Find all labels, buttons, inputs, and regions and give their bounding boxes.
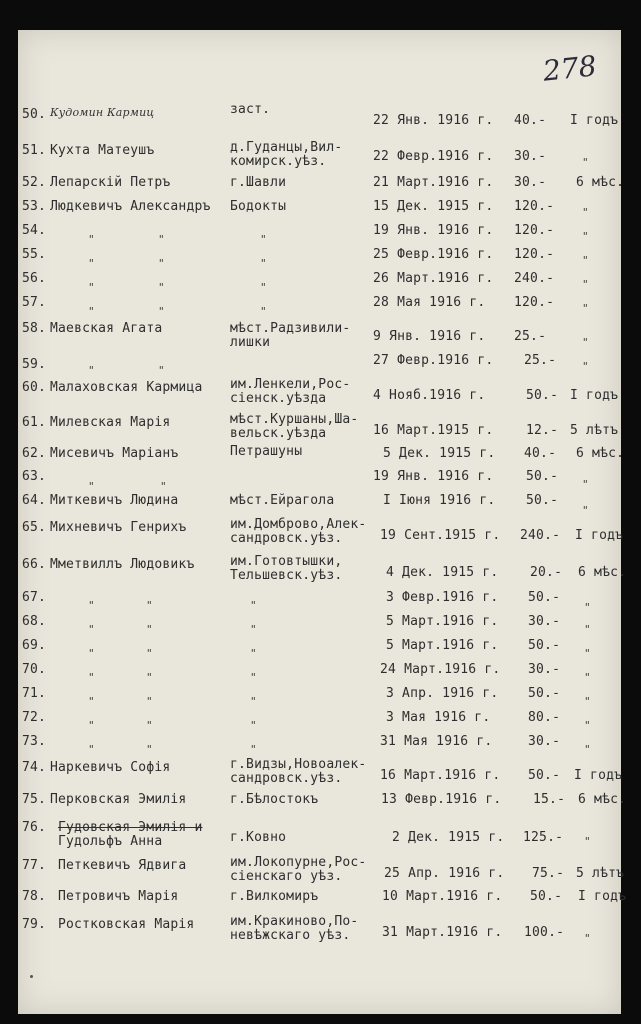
ditto-mark: " (260, 281, 267, 294)
row-number: 78. (22, 889, 47, 904)
row-amount: 30.- (528, 614, 561, 629)
row-amount: 100.- (524, 925, 565, 940)
ditto-mark: " (582, 478, 589, 491)
ditto-mark: " (88, 233, 95, 246)
row-amount: 50.- (528, 768, 561, 783)
row-name: Мметвиллъ Людовикъ (50, 557, 195, 572)
ditto-mark: " (146, 719, 153, 732)
row-number: 73. (22, 734, 47, 749)
ditto-mark: " (88, 647, 95, 660)
ditto-mark: " (584, 932, 591, 945)
ditto-mark: " (88, 281, 95, 294)
row-place-line2: сіенскаго уѣз. (230, 869, 343, 884)
ditto-mark: " (158, 364, 165, 377)
ditto-mark: " (160, 480, 167, 493)
row-number: 75. (22, 792, 47, 807)
row-number: 79. (22, 917, 47, 932)
ditto-mark: " (250, 719, 257, 732)
row-amount: 240.- (520, 528, 561, 543)
row-date: 31 Март.1916 г. (382, 925, 503, 940)
row-amount: 30.- (528, 734, 561, 749)
ditto-mark: " (582, 360, 589, 373)
row-place: им.Локопурне,Рос- (230, 855, 367, 870)
row-place: Петрашуны (230, 444, 303, 459)
row-date: 4 Дек. 1915 г. (386, 565, 499, 580)
row-place-line2: сіенск.уѣзда (230, 391, 327, 406)
row-amount: 125.- (523, 830, 564, 845)
row-name: Кухта Матеушъ (50, 143, 155, 158)
row-date: 4 Нояб.1916 г. (373, 388, 486, 403)
row-term: I годъ (575, 528, 624, 543)
ditto-mark: " (88, 743, 95, 756)
row-place: г.Вилкомиръ (230, 889, 319, 904)
row-number: 76. (22, 820, 47, 835)
row-name: Малаховская Кармица (50, 380, 203, 395)
row-place: заст. (230, 102, 271, 117)
row-number: 58. (22, 321, 47, 336)
row-number: 50. (22, 107, 47, 122)
ditto-mark: " (250, 671, 257, 684)
ditto-mark: " (88, 364, 95, 377)
ditto-mark: " (260, 257, 267, 270)
row-amount: 240.- (514, 271, 555, 286)
ditto-mark: " (582, 504, 589, 517)
ditto-mark: " (260, 233, 267, 246)
row-place: мѣст.Куршаны,Ша- (230, 412, 359, 427)
row-number: 77. (22, 858, 47, 873)
ditto-mark: " (146, 623, 153, 636)
row-place: г.Шавли (230, 175, 287, 190)
row-number: 59. (22, 357, 47, 372)
row-amount: 75.- (532, 866, 565, 881)
row-place: г.Видзы,Новоалек- (230, 757, 367, 772)
row-term: I годъ (570, 388, 619, 403)
row-term: 5 лѣтъ (570, 423, 619, 438)
row-number: 53. (22, 199, 47, 214)
row-date: 16 Март.1915 г. (373, 423, 494, 438)
ditto-mark: " (88, 695, 95, 708)
row-number: 69. (22, 638, 47, 653)
row-date: 15 Дек. 1915 г. (373, 199, 494, 214)
row-amount: 50.- (528, 590, 561, 605)
ditto-mark: " (582, 254, 589, 267)
row-amount: 80.- (528, 710, 561, 725)
row-number: 64. (22, 493, 47, 508)
ditto-mark: " (584, 719, 591, 732)
ditto-mark: " (584, 601, 591, 614)
ditto-mark: " (158, 305, 165, 318)
row-date: 5 Март.1916 г. (386, 638, 499, 653)
row-date: 13 Февр.1916 г. (381, 792, 502, 807)
row-date: 3 Апр. 1916 г. (386, 686, 499, 701)
row-date: 3 Мая 1916 г. (386, 710, 491, 725)
ditto-mark: " (260, 305, 267, 318)
row-date: 21 Март.1916 г. (373, 175, 494, 190)
row-amount: 20.- (530, 565, 563, 580)
row-number: 51. (22, 143, 47, 158)
row-amount: 120.- (514, 295, 555, 310)
ditto-mark: " (88, 671, 95, 684)
row-number: 63. (22, 469, 47, 484)
row-amount: 12.- (526, 423, 559, 438)
row-amount: 50.- (528, 638, 561, 653)
row-amount: 50.- (526, 493, 559, 508)
row-place: Бодокты (230, 199, 287, 214)
row-date: 10 Март.1916 г. (382, 889, 503, 904)
row-name: Милевская Марія (50, 415, 171, 430)
row-date: 5 Март.1916 г. (386, 614, 499, 629)
ditto-mark: " (146, 599, 153, 612)
row-number: 56. (22, 271, 47, 286)
row-date: 9 Янв. 1916 г. (373, 329, 486, 344)
row-number: 74. (22, 760, 47, 775)
row-amount: 120.- (514, 199, 555, 214)
row-number: 70. (22, 662, 47, 677)
ditto-mark: " (88, 623, 95, 636)
ditto-mark: " (582, 206, 589, 219)
row-number: 66. (22, 557, 47, 572)
margin-mark (30, 975, 33, 978)
row-name: Маевская Агата (50, 321, 163, 336)
row-place-line2: лишки (230, 335, 271, 350)
ditto-mark: " (250, 647, 257, 660)
ditto-mark: " (158, 257, 165, 270)
row-amount: 40.- (514, 113, 547, 128)
row-name: Петровичъ Марія (58, 889, 179, 904)
row-amount: 50.- (526, 469, 559, 484)
row-number: 71. (22, 686, 47, 701)
row-amount: 25.- (514, 329, 547, 344)
ditto-mark: " (146, 647, 153, 660)
row-place: мѣст.Радзивили- (230, 321, 351, 336)
row-date: 28 Мая 1916 г. (373, 295, 486, 310)
ditto-mark: " (250, 695, 257, 708)
row-term: 6 мѣс. (578, 565, 627, 580)
row-number: 55. (22, 247, 47, 262)
row-date: 26 Март.1916 г. (373, 271, 494, 286)
row-name: Людкевичъ Александръ (50, 199, 211, 214)
ditto-mark: " (88, 257, 95, 270)
row-place-line2: невѣжскаго уѣз. (230, 928, 351, 943)
row-date: 25 Апр. 1916 г. (384, 866, 505, 881)
row-name: Мисевичъ Маріанъ (50, 446, 179, 461)
ditto-mark: " (584, 835, 591, 848)
row-term: 6 мѣс. (576, 446, 625, 461)
ditto-mark: " (88, 719, 95, 732)
row-amount: 120.- (514, 247, 555, 262)
row-amount: 30.- (514, 175, 547, 190)
row-name-line2: Гудольфъ Анна (58, 834, 163, 849)
row-place-line2: комирск.уѣз. (230, 154, 327, 169)
row-name: Лепарскій Петръ (50, 175, 171, 190)
row-term: 6 мѣс. (576, 175, 625, 190)
ditto-mark: " (158, 233, 165, 246)
row-date: 19 Янв. 1916 г. (373, 469, 494, 484)
ditto-mark: " (250, 623, 257, 636)
ditto-mark: " (158, 281, 165, 294)
row-name: Ростковская Марія (58, 917, 195, 932)
ditto-mark: " (250, 743, 257, 756)
row-date: 25 Февр.1916 г. (373, 247, 494, 262)
ditto-mark: " (582, 336, 589, 349)
row-number: 54. (22, 223, 47, 238)
row-amount: 40.- (524, 446, 557, 461)
row-term: 6 мѣс. (578, 792, 627, 807)
row-date: 22 Янв. 1916 г. (373, 113, 494, 128)
row-amount: 50.- (526, 388, 559, 403)
row-name: Гудовская Эмилія и (58, 820, 203, 835)
row-place: им.Домброво,Алек- (230, 517, 367, 532)
row-number: 68. (22, 614, 47, 629)
row-place: г.Ковно (230, 830, 287, 845)
row-place: мѣст.Ейрагола (230, 493, 335, 508)
ditto-mark: " (146, 743, 153, 756)
row-name: Миткевичъ Людина (50, 493, 179, 508)
ditto-mark: " (584, 623, 591, 636)
row-number: 52. (22, 175, 47, 190)
ditto-mark: " (582, 278, 589, 291)
row-name: Наркевичъ Софія (50, 760, 171, 775)
row-date: 16 Март.1916 г. (380, 768, 501, 783)
row-term: I годъ (570, 113, 619, 128)
ditto-mark: " (584, 671, 591, 684)
row-date: 19 Янв. 1916 г. (373, 223, 494, 238)
row-amount: 120.- (514, 223, 555, 238)
row-number: 61. (22, 415, 47, 430)
row-name: Петкевичъ Ядвига (58, 858, 187, 873)
row-place: им.Ленкели,Рос- (230, 377, 351, 392)
row-amount: 30.- (514, 149, 547, 164)
row-date: I Іюня 1916 г. (383, 493, 496, 508)
row-number: 57. (22, 295, 47, 310)
row-place-line2: вельск.уѣзда (230, 426, 327, 441)
ditto-mark: " (584, 743, 591, 756)
ditto-mark: " (88, 305, 95, 318)
ditto-mark: " (88, 599, 95, 612)
row-term: I годъ (578, 889, 627, 904)
row-date: 22 Февр.1916 г. (373, 149, 494, 164)
ditto-mark: " (88, 480, 95, 493)
row-place: д.Гуданцы,Вил- (230, 140, 343, 155)
row-amount: 30.- (528, 662, 561, 677)
ditto-mark: " (146, 695, 153, 708)
row-term: I годъ (574, 768, 623, 783)
row-name: Перковская Эмилія (50, 792, 187, 807)
row-number: 72. (22, 710, 47, 725)
row-place-line2: сандровск.уѣз. (230, 531, 343, 546)
row-number: 65. (22, 520, 47, 535)
ditto-mark: " (250, 599, 257, 612)
row-date: 27 Февр.1916 г. (373, 353, 494, 368)
row-place: г.Бѣлостокъ (230, 792, 319, 807)
row-number: 62. (22, 446, 47, 461)
row-amount: 50.- (528, 686, 561, 701)
row-date: 31 Мая 1916 г. (380, 734, 493, 749)
ditto-mark: " (146, 671, 153, 684)
row-amount: 50.- (530, 889, 563, 904)
row-name: Михневичъ Генрихъ (50, 520, 187, 535)
row-name: Кудомин Кармиц (50, 106, 155, 119)
page-number: 278 (541, 49, 599, 88)
row-place: им.Кракиново,По- (230, 914, 359, 929)
row-date: 2 Дек. 1915 г. (392, 830, 505, 845)
row-date: 19 Сент.1915 г. (380, 528, 501, 543)
row-date: 3 Февр.1916 г. (386, 590, 499, 605)
row-place-line2: сандровск.уѣз. (230, 771, 343, 786)
row-date: 5 Дек. 1915 г. (383, 446, 496, 461)
ditto-mark: " (582, 302, 589, 315)
row-amount: 25.- (524, 353, 557, 368)
row-place: им.Готовтышки, (230, 554, 343, 569)
row-amount: 15.- (533, 792, 566, 807)
row-number: 60. (22, 380, 47, 395)
ditto-mark: " (582, 156, 589, 169)
ditto-mark: " (582, 230, 589, 243)
row-date: 24 Март.1916 г. (380, 662, 501, 677)
row-place-line2: Тельшевск.уѣз. (230, 568, 343, 583)
row-term: 5 лѣтъ (576, 866, 625, 881)
row-number: 67. (22, 590, 47, 605)
ditto-mark: " (584, 647, 591, 660)
ditto-mark: " (584, 695, 591, 708)
